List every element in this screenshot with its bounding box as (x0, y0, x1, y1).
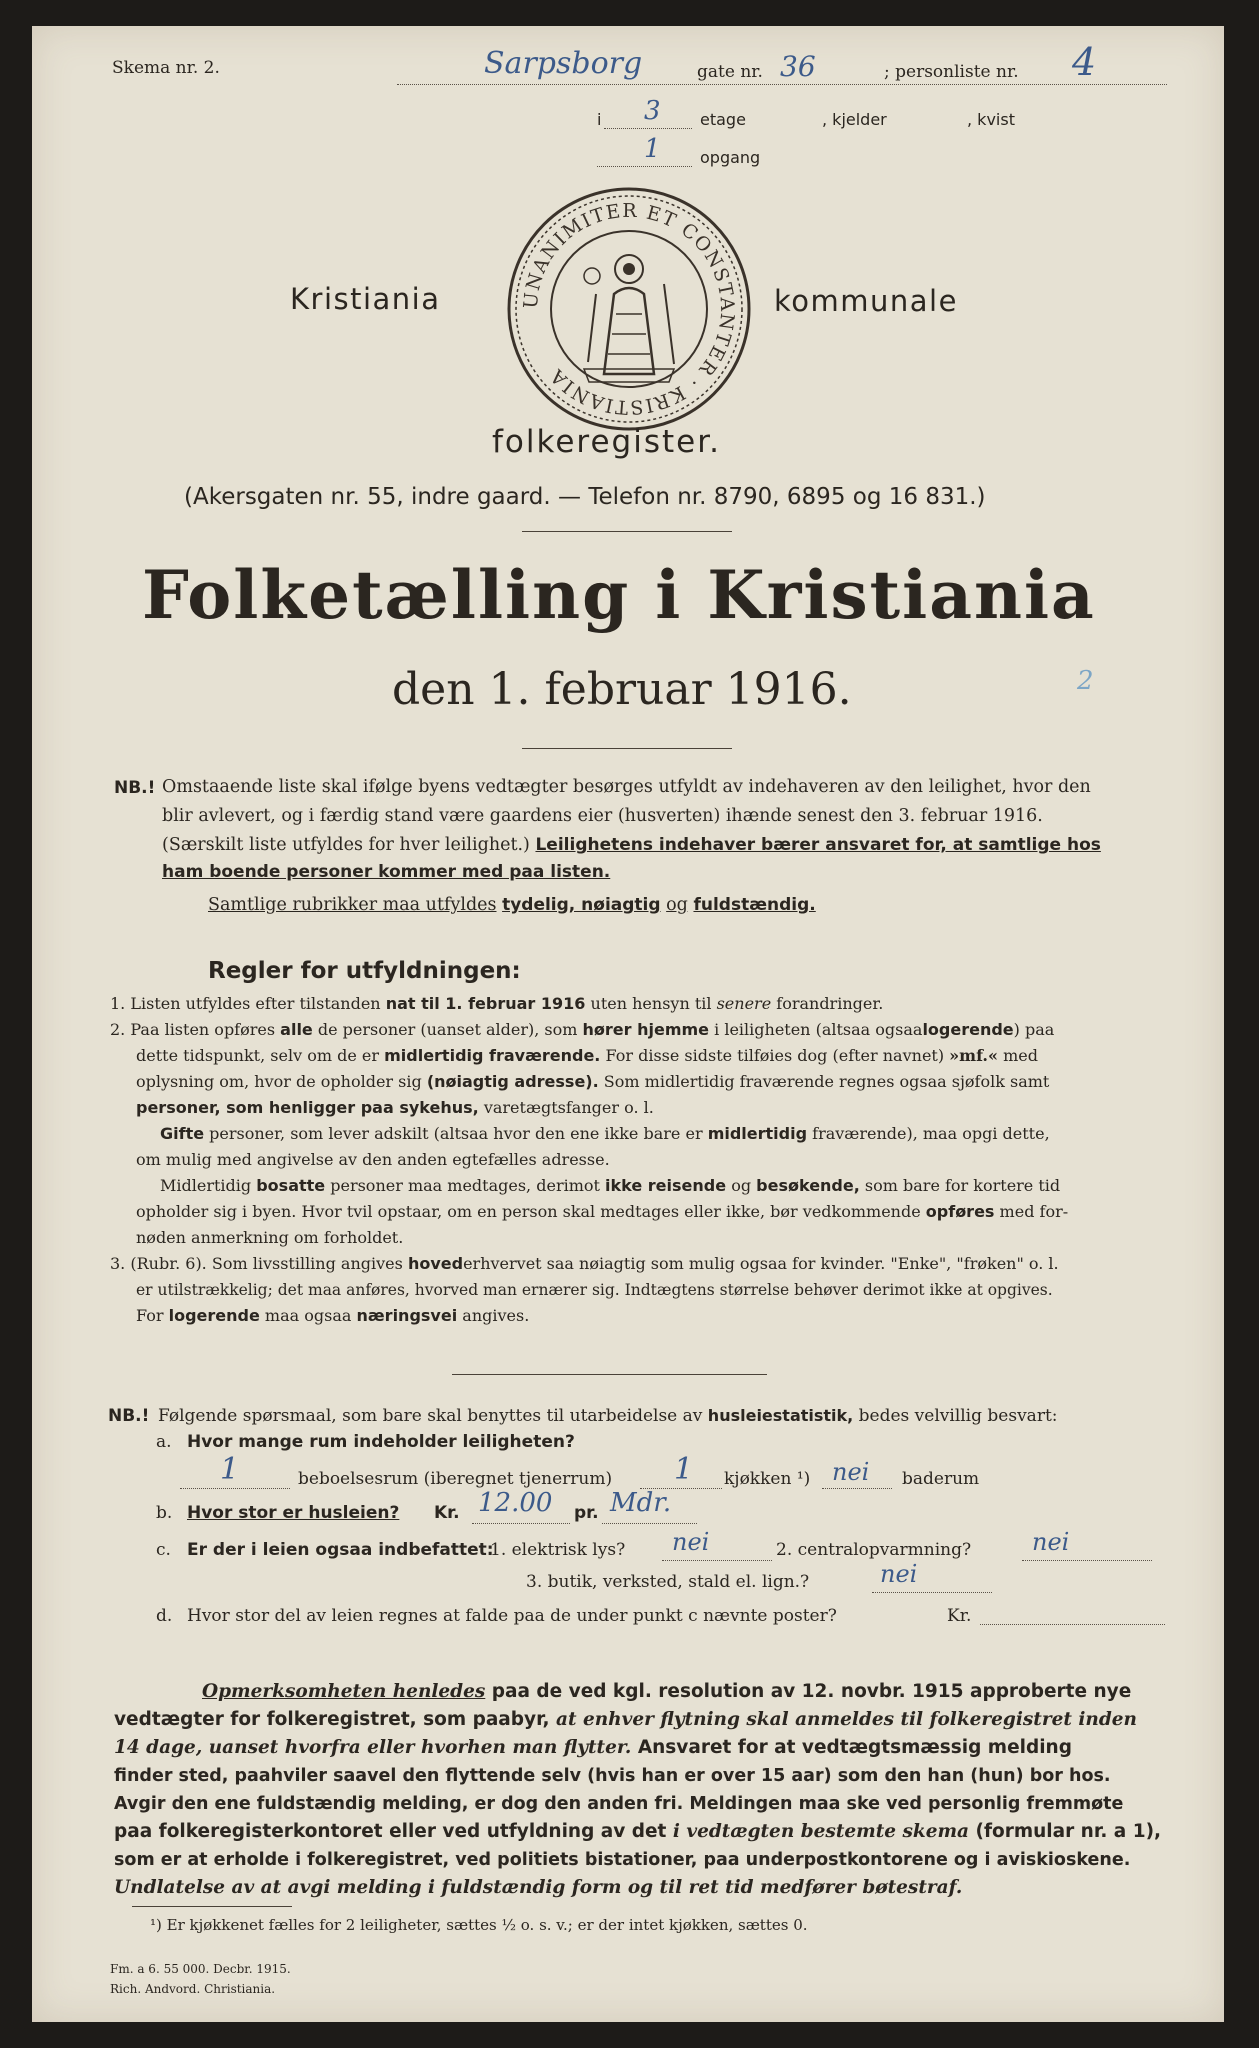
rule-3-number: 3. (110, 1254, 126, 1273)
rule-2-l2e: med (1003, 1046, 1038, 1065)
q-b-pr: pr. (574, 1503, 599, 1523)
q-a-question: Hvor mange rum indeholder leiligheten? (187, 1432, 575, 1452)
rule-3-line1 (110, 1251, 1160, 1277)
opgang-line (597, 166, 692, 167)
nb1-line5-wrap (208, 892, 1148, 919)
notice-l1b: paa de ved kgl. resolution av 12. novbr. 1915 approberte nye (491, 1681, 1132, 1702)
personliste-label: ; personliste nr. (884, 62, 1019, 82)
rule-3-line2: er utilstrækkelig; det maa anføres, hvorved man ernærer sig. Indtægtens størrelse behøver derimot ikke at opgives. (136, 1281, 1053, 1299)
rule-3-l1c: erhvervet saa nøiagtig som mulig ogsaa for kvinder. (463, 1254, 886, 1273)
rule-2-l3a: oplysning om, hvor de opholder sig (136, 1072, 422, 1091)
rule-2-l8c: med for- (999, 1202, 1069, 1221)
a-bath-label: baderum (902, 1469, 980, 1489)
margin-mark: 2 (1077, 666, 1094, 696)
a-rooms-line (180, 1488, 290, 1489)
notice-l3b: Ansvaret for at vedtægtsmæssig melding (637, 1737, 1072, 1758)
b-period-value[interactable]: Mdr. (610, 1488, 672, 1518)
notice-line1 (114, 1678, 1164, 1706)
nb1-line3b: Leilighetens indehaver bærer ansvaret for, at samtlige hos (535, 835, 1101, 855)
rule-2-l2c: For disse sidste tilføies dog (efter navnet) (605, 1046, 945, 1065)
nb1-line1: Omstaaende liste skal ifølge byens vedtægter besørges utfyldt av indehaveren av den leilighet, hvor den (162, 777, 1091, 797)
rules-block (110, 991, 1160, 1329)
census-form (32, 26, 1224, 2022)
notice-l2b: at enhver flytning skal anmeldes til folkeregistret inden (555, 1709, 1137, 1730)
a-kitchen-label: kjøkken ¹) (724, 1469, 811, 1489)
nb1-line5a: Samtlige rubrikker maa utfyldes (208, 895, 497, 915)
rules-heading: Regler for utfyldningen: (208, 958, 521, 984)
rule-2-line8 (110, 1199, 1160, 1225)
seal-ring-text: UNANIMITER ET CONSTANTER · KRISTIANIA (519, 199, 739, 419)
rule-3-l3c: maa ogsaa (264, 1306, 352, 1325)
notice-l6a: paa folkeregisterkontoret eller ved utfyldning av det (114, 1821, 667, 1842)
seal-left-word: Kristiania (290, 282, 441, 316)
rule-2-l1g: ) paa (1013, 1020, 1055, 1039)
b-period-line (602, 1523, 697, 1524)
rule-2-l8b: opføres (925, 1202, 995, 1221)
rule-2-l2d: »mf.« (949, 1046, 998, 1065)
a-rooms-value[interactable]: 1 (220, 1452, 240, 1487)
notice-l8: Undlatelse av at avgi melding i fuldstændig form og til ret tid medfører bøtestraf. (114, 1877, 963, 1898)
rule-2-line2 (110, 1043, 1160, 1069)
imprint-line2: Rich. Andvord. Christiania. (110, 1982, 276, 1996)
rule-2-l4b: varetægtsfanger o. l. (483, 1098, 654, 1117)
q-d-question: Hvor stor del av leien regnes at falde paa de under punkt c nævnte poster? (187, 1606, 837, 1626)
q-a-label: a. (156, 1432, 172, 1452)
office-name: folkeregister. (492, 424, 721, 460)
city-seal (504, 184, 754, 434)
rule-2-l3c: Som midlertidig fraværende regnes ogsaa sjøfolk samt (603, 1072, 1050, 1091)
rule-1-text-c: uten hensyn til (590, 994, 712, 1013)
rule-3-l1b: hoved (407, 1254, 464, 1273)
nb2-intro-c: bedes velvillig besvart: (858, 1406, 1058, 1426)
rule-2-line7 (110, 1173, 1160, 1199)
nb1-paragraph (162, 774, 1152, 801)
notice-l1a: Opmerksomheten henledes (202, 1681, 486, 1702)
street-handwritten: Sarpsborg (484, 46, 643, 81)
rule-2-l7a: Midlertidig (160, 1176, 252, 1195)
header-address-line (397, 84, 1167, 85)
kvist-label: , kvist (967, 110, 1015, 129)
rule-3-l1a: (Rubr. 6). Som livsstilling angives (130, 1254, 403, 1273)
nb1-line3a: (Særskilt liste utfyldes for hver leilighet.) (162, 835, 530, 855)
notice-block (114, 1678, 1164, 1902)
rule-2-l5d: fraværende), maa opgi dette, (812, 1124, 1050, 1143)
rule-2-l7b: bosatte (256, 1176, 326, 1195)
skema-label: Skema nr. 2. (112, 58, 220, 78)
footnote: ¹) Er kjøkkenet fælles for 2 leiligheter, sættes ½ o. s. v.; er der intet kjøkken, sættes 0. (150, 1916, 808, 1934)
notice-l6b: i vedtægten bestemte skema (672, 1821, 970, 1842)
rule-2-line3 (110, 1069, 1160, 1095)
rule-1-number: 1. (110, 994, 126, 1013)
notice-line2 (114, 1706, 1164, 1734)
etage-number: 3 (644, 96, 661, 126)
footnote-rule (132, 1906, 292, 1907)
rule-3-l3d: næringsvei (356, 1306, 458, 1325)
rule-2-l1b: alle (280, 1020, 313, 1039)
nb2-intro-b: husleiestatistik, (707, 1406, 854, 1425)
nb2-intro-a: Følgende spørsmaal, som bare skal benyttes til utarbeidelse av (158, 1406, 703, 1426)
c1-label: 1. elektrisk lys? (490, 1540, 626, 1560)
rule-2-l1c: de personer (uanset alder), som (317, 1020, 578, 1039)
c3-line (872, 1592, 992, 1593)
rule-2-l8a: opholder sig i byen. Hvor tvil opstaar, om en person skal medtages eller ikke, bør vedkommende (136, 1202, 921, 1221)
rule-2-line6: om mulig med angivelse av den anden egtefælles adresse. (136, 1150, 610, 1169)
rule-2-l5b: personer, som lever adskilt (altsaa hvor den ene ikke bare er (209, 1124, 703, 1143)
rule-1-text-d: senere (716, 994, 772, 1013)
q-c-question: Er der i leien ogsaa indbefattet: (187, 1540, 494, 1560)
rule-2-line1 (110, 1017, 1160, 1043)
q-d-label: d. (156, 1606, 173, 1626)
nb2-label: NB.! (108, 1406, 150, 1426)
c2-value[interactable]: nei (1032, 1528, 1070, 1556)
rule-1 (110, 991, 1160, 1017)
notice-line7: som er at erholde i folkeregistret, ved politiets bistationer, paa underpostkontorene og i aviskioskene. (114, 1850, 1131, 1870)
kjelder-label: , kjelder (822, 110, 887, 129)
rule-2-l5a: Gifte (160, 1124, 205, 1143)
divider-2 (522, 748, 732, 749)
rule-3-l3a: For (136, 1306, 164, 1325)
rule-2-l1f: logerende (922, 1020, 1014, 1039)
c3-value[interactable]: nei (880, 1560, 918, 1588)
q-c-label: c. (156, 1540, 171, 1560)
q-b-kr: Kr. (434, 1503, 460, 1523)
notice-line4: finder sted, paahviler saavel den flyttende selv (hvis han er over 15 aar) som den han (hun) bor hos. (114, 1766, 1111, 1786)
personliste-number: 4 (1072, 40, 1097, 84)
a-rooms-label: beboelsesrum (iberegnet tjenerrum) (298, 1469, 613, 1489)
rule-2-line4 (110, 1095, 1160, 1121)
notice-line5: Avgir den ene fuldstændig melding, er dog den anden fri. Meldingen maa ske ved personlig fremmøte (114, 1794, 1124, 1814)
etage-line (604, 128, 692, 129)
nb1-line4-wrap (162, 859, 1152, 886)
notice-l3a: 14 dage, uanset hvorfra eller hvorhen man flytter. (114, 1737, 632, 1758)
seal-right-word: kommunale (774, 284, 958, 318)
rule-2-l7c: personer maa medtages, derimot (330, 1176, 600, 1195)
rule-2-l3b: (nøiagtig adresse). (426, 1072, 599, 1091)
divider-1 (522, 531, 732, 532)
gate-label: gate nr. (697, 62, 763, 82)
opgang-number: 1 (644, 134, 661, 164)
q-b-label: b. (156, 1503, 173, 1523)
rule-3-line3 (110, 1303, 1160, 1329)
rule-1-text-b: nat til 1. februar 1916 (385, 994, 586, 1013)
q-b-question: Hvor stor er husleien? (187, 1503, 400, 1523)
rule-2-number: 2. (110, 1020, 126, 1039)
c1-value[interactable]: nei (672, 1528, 710, 1556)
b-amount-line (472, 1523, 570, 1524)
nb1-line2: blir avlevert, og i færdig stand være gaardens eier (husverten) ihænde senest den 3. februar 1916. (162, 806, 1043, 826)
rule-2-l2b: midlertidig fraværende. (384, 1046, 601, 1065)
c2-line (1022, 1560, 1152, 1561)
rule-2-l4a: personer, som henligger paa sykehus, (136, 1098, 479, 1117)
rule-3-l3e: angives. (462, 1306, 530, 1325)
saint-figure-icon (584, 255, 674, 382)
opgang-label: opgang (700, 148, 761, 167)
rule-2-l1d: hører hjemme (582, 1020, 710, 1039)
divider-3 (452, 1374, 767, 1375)
nb1-line4: ham boende personer kommer med paa listen. (162, 862, 611, 882)
notice-line6 (114, 1818, 1164, 1846)
rule-2-line5 (110, 1121, 1160, 1147)
rule-1-text-e: forandringer. (776, 994, 884, 1013)
rule-2-l7e: og (731, 1176, 752, 1195)
rule-2-l5c: midlertidig (707, 1124, 808, 1143)
office-address: (Akersgaten nr. 55, indre gaard. — Telefon nr. 8790, 6895 og 16 831.) (184, 484, 986, 510)
title-date: den 1. februar 1916. (392, 664, 852, 715)
imprint-line1: Fm. a 6. 55 000. Decbr. 1915. (110, 1962, 291, 1976)
rule-2-l1a: Paa listen opføres (130, 1020, 276, 1039)
rule-2-l2a: dette tidspunkt, selv om de er (136, 1046, 379, 1065)
rule-2-line9: nøden anmerkning om forholdet. (136, 1228, 404, 1247)
nb1-line5d: fuldstændig. (693, 895, 816, 915)
etage-label: etage (700, 110, 746, 129)
rule-2-l7g: som bare for kortere tid (864, 1176, 1061, 1195)
rule-1-text-a: Listen utfyldes efter tilstanden (130, 994, 381, 1013)
nb1-label: NB.! (114, 778, 156, 798)
notice-line8 (114, 1874, 1164, 1902)
a-bath-line (822, 1488, 892, 1489)
nb2-intro (158, 1402, 1158, 1430)
rule-2-l7d: ikke reisende (605, 1176, 727, 1195)
b-amount-value[interactable]: 12.00 (478, 1488, 553, 1518)
rule-2-l1e: i leiligheten (altsaa ogsaa (714, 1020, 923, 1039)
nb1-line2-wrap (162, 803, 1152, 830)
a-kitchen-value[interactable]: 1 (674, 1452, 694, 1487)
nb1-line5b: tydelig, nøiagtig (502, 895, 661, 915)
rule-3-l3b: logerende (168, 1306, 260, 1325)
q-d-kr: Kr. (947, 1606, 972, 1626)
i-label: i (597, 110, 602, 129)
a-bath-value[interactable]: nei (832, 1458, 870, 1486)
svg-text:UNANIMITER ET CONSTANTER · KRI (520, 200, 739, 418)
notice-l2a: vedtægter for folkeregistret, som paabyr, (114, 1709, 550, 1730)
rule-2-l7f: besøkende, (756, 1176, 860, 1195)
c1-line (662, 1560, 772, 1561)
notice-l6c: (formular nr. a 1), (975, 1821, 1162, 1842)
rule-3-l1d: "Enke", "frøken" o. l. (890, 1254, 1059, 1273)
c3-label: 3. butik, verksted, stald el. lign.? (526, 1572, 810, 1592)
notice-line3 (114, 1734, 1164, 1762)
c2-label: 2. centralopvarmning? (776, 1540, 972, 1560)
main-title: Folketælling i Kristiania (142, 556, 1096, 634)
nb1-line5c: og (666, 895, 688, 915)
nb1-line3-wrap (162, 832, 1162, 859)
d-line (980, 1624, 1165, 1625)
gate-number: 36 (780, 50, 816, 83)
